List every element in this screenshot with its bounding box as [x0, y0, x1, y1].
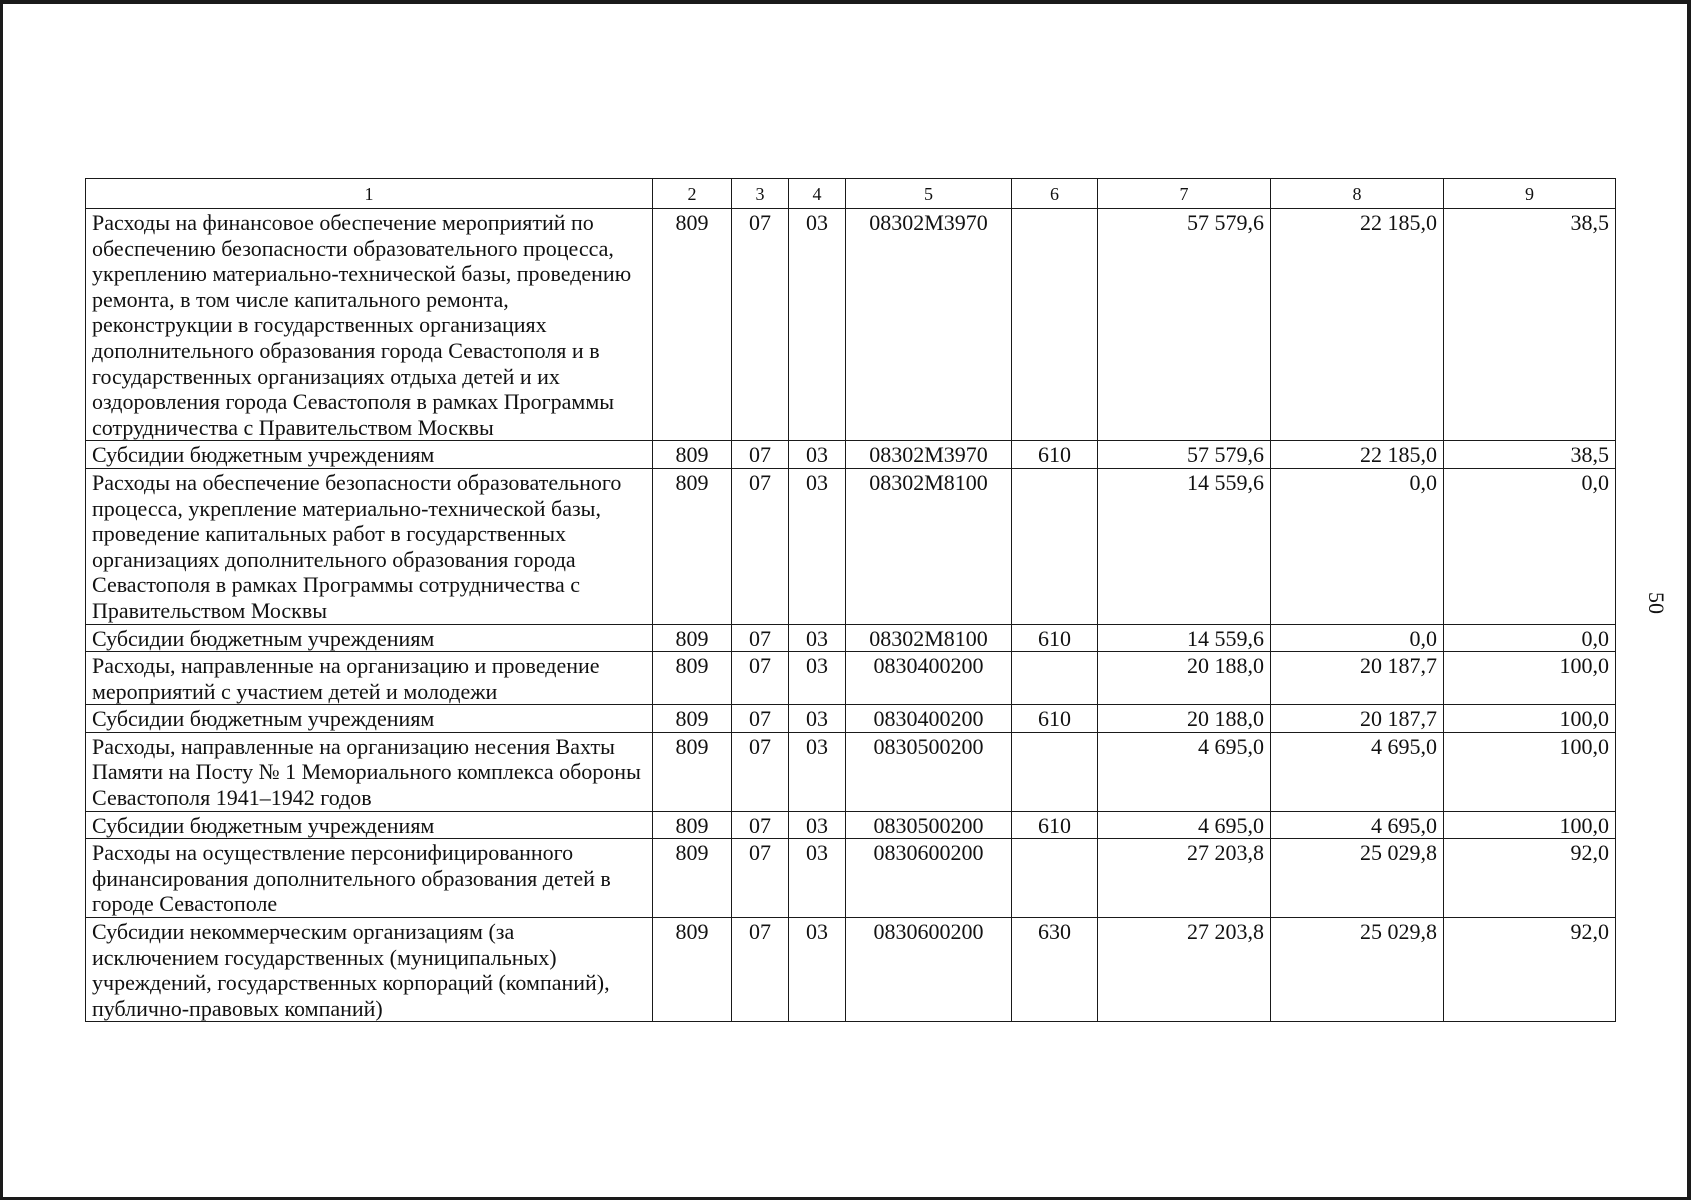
ministry-code: 809 [653, 652, 732, 705]
header-cell: 5 [846, 179, 1012, 209]
actual-amount: 0,0 [1271, 624, 1444, 652]
expense-name: Расходы на осуществление персонифицированного финансирования дополнительного образования детей в городе Севастополе [86, 839, 653, 918]
header-cell: 7 [1098, 179, 1271, 209]
expense-name: Субсидии некоммерческим организациям (за исключением государственных (муниципальных) учреждений, государственных корпораций (компаний), публично-правовых компаний) [86, 918, 653, 1022]
table-row [86, 209, 1616, 441]
expense-name: Субсидии бюджетным учреждениям [86, 705, 653, 733]
section-code: 07 [732, 652, 789, 705]
planned-amount: 57 579,6 [1098, 441, 1271, 469]
section-code: 07 [732, 624, 789, 652]
table-row [86, 811, 1616, 839]
section-code: 07 [732, 811, 789, 839]
execution-percent: 92,0 [1444, 918, 1616, 1022]
expense-type-code [1012, 652, 1098, 705]
subsection-code: 03 [789, 652, 846, 705]
expense-type-code: 610 [1012, 811, 1098, 839]
target-article-code: 08302М8100 [846, 624, 1012, 652]
subsection-code: 03 [789, 705, 846, 733]
target-article-code: 0830500200 [846, 811, 1012, 839]
table-row [86, 652, 1616, 705]
subsection-code: 03 [789, 918, 846, 1022]
planned-amount: 27 203,8 [1098, 839, 1271, 918]
section-code: 07 [732, 839, 789, 918]
execution-percent: 38,5 [1444, 209, 1616, 441]
ministry-code: 809 [653, 811, 732, 839]
planned-amount: 20 188,0 [1098, 705, 1271, 733]
table-row [86, 468, 1616, 624]
header-cell: 1 [86, 179, 653, 209]
ministry-code: 809 [653, 839, 732, 918]
target-article-code: 0830600200 [846, 918, 1012, 1022]
target-article-code: 08302М3970 [846, 209, 1012, 441]
actual-amount: 25 029,8 [1271, 918, 1444, 1022]
actual-amount: 25 029,8 [1271, 839, 1444, 918]
ministry-code: 809 [653, 441, 732, 469]
expense-name: Расходы, направленные на организацию и проведение мероприятий с участием детей и молодежи [86, 652, 653, 705]
subsection-code: 03 [789, 441, 846, 469]
actual-amount: 4 695,0 [1271, 732, 1444, 811]
table-row [86, 624, 1616, 652]
planned-amount: 14 559,6 [1098, 624, 1271, 652]
section-code: 07 [732, 732, 789, 811]
target-article-code: 0830400200 [846, 705, 1012, 733]
planned-amount: 4 695,0 [1098, 811, 1271, 839]
expense-name: Расходы, направленные на организацию несения Вахты Памяти на Посту № 1 Мемориального комплекса обороны Севастополя 1941–1942 годов [86, 732, 653, 811]
ministry-code: 809 [653, 732, 732, 811]
subsection-code: 03 [789, 811, 846, 839]
header-cell: 8 [1271, 179, 1444, 209]
execution-percent: 100,0 [1444, 652, 1616, 705]
expense-type-code [1012, 209, 1098, 441]
table-row [86, 705, 1616, 733]
table-row [86, 918, 1616, 1022]
actual-amount: 22 185,0 [1271, 209, 1444, 441]
header-cell: 3 [732, 179, 789, 209]
execution-percent: 0,0 [1444, 624, 1616, 652]
ministry-code: 809 [653, 918, 732, 1022]
header-cell: 6 [1012, 179, 1098, 209]
header-cell: 9 [1444, 179, 1616, 209]
actual-amount: 20 187,7 [1271, 652, 1444, 705]
table-body [86, 179, 1616, 1022]
target-article-code: 08302М8100 [846, 468, 1012, 624]
actual-amount: 0,0 [1271, 468, 1444, 624]
header-cell: 2 [653, 179, 732, 209]
planned-amount: 14 559,6 [1098, 468, 1271, 624]
ministry-code: 809 [653, 705, 732, 733]
section-code: 07 [732, 209, 789, 441]
target-article-code: 0830400200 [846, 652, 1012, 705]
execution-percent: 100,0 [1444, 705, 1616, 733]
subsection-code: 03 [789, 468, 846, 624]
execution-percent: 38,5 [1444, 441, 1616, 469]
page-number: 50 [1644, 592, 1669, 614]
section-code: 07 [732, 918, 789, 1022]
table-row [86, 839, 1616, 918]
budget-table [85, 178, 1616, 1022]
expense-type-code: 610 [1012, 441, 1098, 469]
section-code: 07 [732, 705, 789, 733]
expense-name: Расходы на обеспечение безопасности образовательного процесса, укрепление материально-технической базы, проведение капитальных работ в государственных организациях дополнительного образования города Севастополя в рамках Программы сотрудничества с Правительством Москвы [86, 468, 653, 624]
expense-type-code [1012, 732, 1098, 811]
execution-percent: 100,0 [1444, 732, 1616, 811]
expense-type-code [1012, 468, 1098, 624]
expense-type-code [1012, 839, 1098, 918]
section-code: 07 [732, 441, 789, 469]
target-article-code: 0830600200 [846, 839, 1012, 918]
subsection-code: 03 [789, 209, 846, 441]
subsection-code: 03 [789, 732, 846, 811]
actual-amount: 22 185,0 [1271, 441, 1444, 469]
expense-name: Субсидии бюджетным учреждениям [86, 811, 653, 839]
expense-type-code: 610 [1012, 705, 1098, 733]
expense-name: Субсидии бюджетным учреждениям [86, 624, 653, 652]
planned-amount: 4 695,0 [1098, 732, 1271, 811]
ministry-code: 809 [653, 624, 732, 652]
target-article-code: 0830500200 [846, 732, 1012, 811]
target-article-code: 08302М3970 [846, 441, 1012, 469]
subsection-code: 03 [789, 624, 846, 652]
table-row [86, 441, 1616, 469]
actual-amount: 4 695,0 [1271, 811, 1444, 839]
expense-type-code: 610 [1012, 624, 1098, 652]
expense-name: Расходы на финансовое обеспечение мероприятий по обеспечению безопасности образовательного процесса, укреплению материально-технической базы, проведению ремонта, в том числе капитального ремонта, реконструкции в государственных организациях дополнительного образования города Севастополя и в государственных организациях отдыха детей и их оздоровления города Севастополя в рамках Программы сотрудничества с Правительством Москвы [86, 209, 653, 441]
table-row [86, 732, 1616, 811]
execution-percent: 100,0 [1444, 811, 1616, 839]
table-header-row [86, 179, 1616, 209]
expense-type-code: 630 [1012, 918, 1098, 1022]
planned-amount: 57 579,6 [1098, 209, 1271, 441]
header-cell: 4 [789, 179, 846, 209]
actual-amount: 20 187,7 [1271, 705, 1444, 733]
planned-amount: 20 188,0 [1098, 652, 1271, 705]
subsection-code: 03 [789, 839, 846, 918]
expense-name: Субсидии бюджетным учреждениям [86, 441, 653, 469]
section-code: 07 [732, 468, 789, 624]
execution-percent: 0,0 [1444, 468, 1616, 624]
ministry-code: 809 [653, 468, 732, 624]
ministry-code: 809 [653, 209, 732, 441]
planned-amount: 27 203,8 [1098, 918, 1271, 1022]
execution-percent: 92,0 [1444, 839, 1616, 918]
